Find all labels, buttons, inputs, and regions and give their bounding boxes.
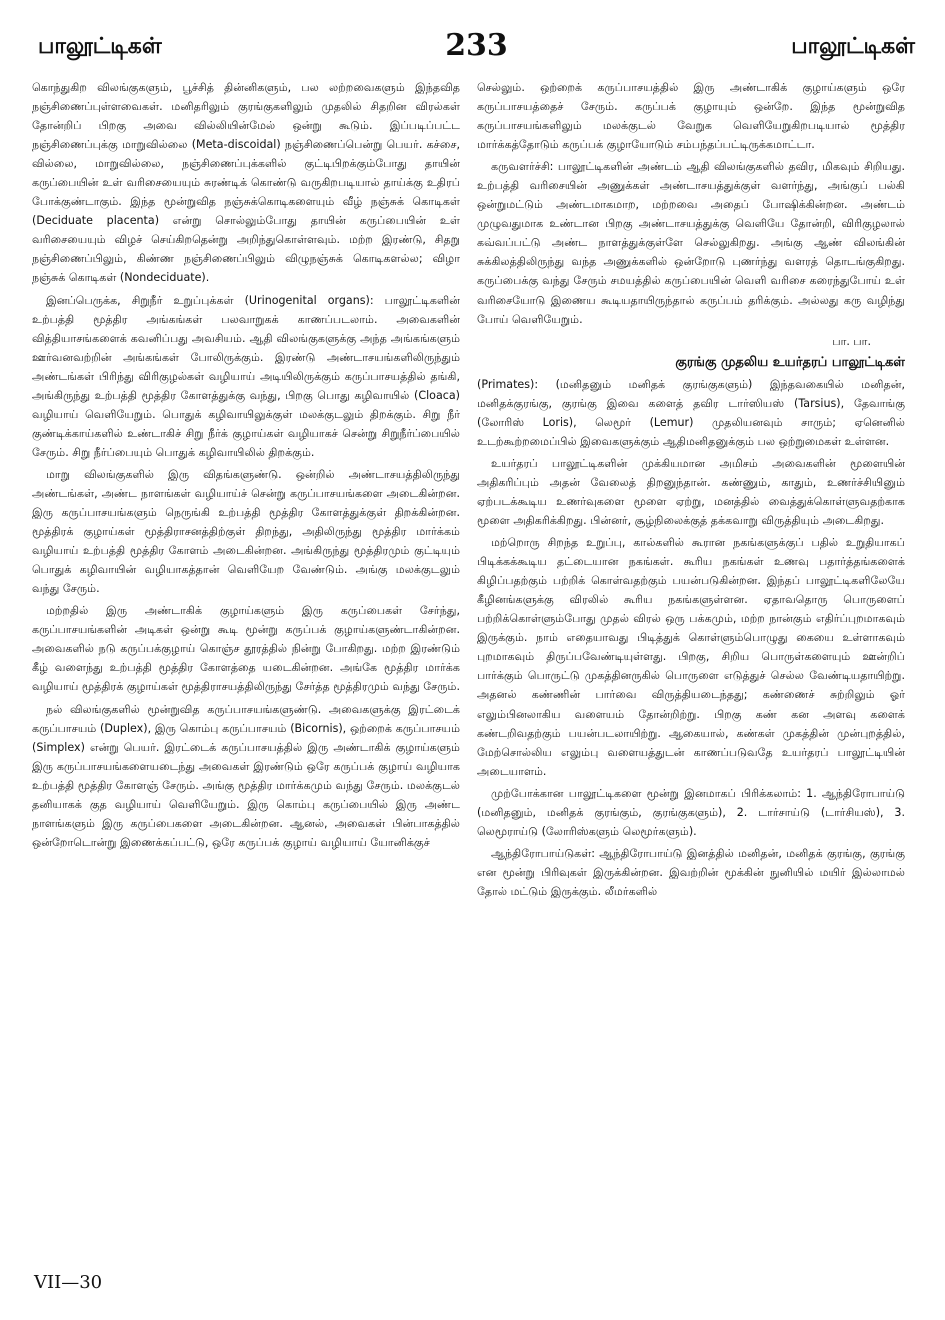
left-column: [32, 78, 460, 1273]
paragraph: செல்லும். ஒற்றைக் கருப்பாசயத்தில் இரு அண்டாகிக் குழாய்களும் ஒரே கருப்பாசயத்தைச் சேரும். கருப்பக் குழாயும் ஒன்றே. இந்த மூன்றுவித கருப்பாசயங்களிலும் மலக்குடல் வேறுக வெளியேறுகிறபடியால் மூத்திர மார்க்கத்தோடும் கருப்பக் குழாயோடும் சம்பந்தப்பட்டிருக்கமாட்டா.: [477, 81, 905, 152]
paragraph: உயர்தரப் பாலூட்டிகளின் முக்கியமான அமிசம் அவைகளின் மூளையின் அதிகரிப்பும் அதன் வேலைத் திறனுந்தான். கண்ணும், காதும், உணர்ச்சியினும் ஏற்படக்கூடிய உணர்வுகளை மூளை ஏற்று, மனத்தில் வைத்துக்கொள்ளுவதற்காக மூளை அதிகரிக்கிறது. பின்னர், சூழ்நிலைக்குத் தக்கவாறு விருத்தியும் அடைகிறது.: [477, 456, 905, 528]
paragraph: ஆந்திரோபாய்டுகள்: ஆந்திரோபாய்டு இனத்தில் மனிதன், மனிதக் குரங்கு, குரங்கு என மூன்று பிரிவுகள் இருக்கின்றன. இவற்றின் மூக்கின் நுனியில் மயிர் இல்லாமல் தோல் மட்டும் இருக்கும். லீமர்களில்: [477, 846, 905, 898]
paragraph: மாறு விலங்குகளில் இரு விதங்களுண்டு. ஒன்றில் அண்டாசயத்திலிருந்து அண்டங்கள், அண்ட நாளங்கள் வழியாய்ச் சென்று கருப்பாசயங்களை அடைகின்றன. இரு கருப்பாசயங்களும் நெருங்கி உற்பத்தி மூத்திர கோளத்துக்குள் திறக்கின்றன. மூத்திரக் குழாய்கள் மூத்திராசனத்திற்குள் திறந்து, அதிலிருந்து மூத்திர மார்க்கம் வழியாய் உற்பத்தி மூத்திர கோளம் அடைகின்றன. அங்கிருந்து மூத்திரமும் குட்டியும் பொதுக் கழிவாயின் வழியாகத்தான் வெளியேற வேண்டும். அங்கு மலக்குடலும் வந்து சேரும்.: [32, 467, 460, 596]
running-head-right: பாலூட்டிகள்: [791, 34, 915, 59]
paragraph: மற்றதில் இரு அண்டாகிக் குழாய்களும் இரு கருப்பைகள் சேர்ந்து, கருப்பாசயங்களின் அடிகள் ஒன்று கூடி மூன்று கருப்பக் குழாய்களுண்டாகின்றன. அவைகளில் நடு கருப்பக்குழாய் கொஞ்ச தூரத்தில் நின்று போகிறது. மற்ற இரண்டும் கீழ் வளைந்து உற்பத்தி மூத்திர கோளத்தை யடைகின்றன. அங்கே மூத்திர மார்க்க வழியாய் மூத்திரக் குழாய்கள் மூத்திராசயத்திலிருந்து சேர்த்த மூத்திரமும் வந்து சேரும்.: [32, 604, 460, 694]
section-heading: குரங்கு முதலிய உயர்தரப் பாலூட்டிகள்: [675, 354, 905, 370]
page-header: [38, 28, 915, 68]
paragraph: கொந்துகிற விலங்குகளும், பூச்சித் தின்னிகளும், பல லற்றவைகளும் இந்தவித நஞ்சிணைப்புள்ளவைகள். மனிதரிலும் குரங்குகளிலும் முதலில் சிதறின விரல்கள் தோன்றிப் பிறகு அவை வில்லியின்மேல் ஒன்று கூடும். இப்படிப்பட்ட நஞ்சிணைப்புக்கு மாறுவில்லை (Meta-discoidal) நஞ்சிணைப்பென்று பெயர். கச்சை, வில்லை, மாறுவில்லை, நஞ்சிணைப்புக்களில் குட்டிபிறக்கும்போது தாயின் கருப்பையின் உள் வரிசையையும் சுரண்டிக் கொண்டு வருகிறபடியால் தாய்க்கு உதிரப் போக்குண்டாகும். இந்த மூன்றுவித நஞ்சுக்கொடிகளையும் வீழ் நஞ்சுக் கொடிகள் (Deciduate placenta) என்று சொல்லும்போது தாயின் கருப்பையின் உள் வரிசையையும் விழச் செய்கிறதென்று அறிந்துகொள்ளவும். மற்ற இரண்டு, சிதறு நஞ்சிணைப்பிலும், கிண்ண நஞ்சிணைப்பிலும் விழுநஞ்சுக் கொடிகளல்ல; விழா நஞ்சுக் கொடிகள் (Nondeciduate).: [32, 81, 460, 285]
paragraph: (Primates): (மனிதனும் மனிதக் குரங்குகளும்) இந்தவகையில் மனிதன், மனிதக்குரங்கு, குரங்கு இவை களைத் தவிர டார்ஸியஸ் (Tarsius), தேவாங்கு (லோரிஸ் Loris), லெமூர் (Lemur) முதலியனவும் சாரும்; ஏனெனில் உடற்கூற்றமைப்பில் இவைகளுக்கும் ஆதிமனிதனுக்கும் பல ஒற்றுமைகள் உள்ளன.: [477, 377, 905, 448]
paragraph: இனப்பெருக்க, சிறுநீர் உறுப்புக்கள் (Urinogenital organs): பாலூட்டிகளின் உற்பத்தி மூத்திர அங்கங்கள் பலவாறுகக் காணப்படலாம். அவைகளின் வித்தியாசங்களைக் கவனிப்பது அவசியம். ஆதி விலங்குகளுக்கு அந்த அங்கங்களும் ஊர்வனவற்றின் அங்கங்கள் போலிருக்கும். இரண்டு அண்டாசயங்களிலிருந்தும் அண்டங்கள் பிரிந்து விரிகுழல்கள் வழியாய் அடியிலிருக்கும் கருப்பாசயத்தில் தங்கி, அங்கிருந்து உற்பத்தி மூத்திர கோளத்துக்கு வந்து, பிறகு பொது கழிவாயில் (Cloaca) வழியாய் வெளியேறும். பொதுக் கழிவாயிலுக்குள் மலக்குடலும் திறக்கும். சிறு நீர் குண்டிக்காய்களில் உண்டாகிச் சிறு நீர்க் குழாய்கள் வழியாகச் சென்று சிறுநீர்ப்பையில் சேரும். சிறு நீர்ப்பையும் பொதுக் கழிவாயிலில் திறக்கும்.: [32, 293, 460, 459]
right-column: [477, 78, 905, 1273]
page-number: 233: [445, 28, 508, 63]
running-head-left: பாலூட்டிகள்: [38, 34, 162, 59]
paragraph: மற்றொரு சிறந்த உறுப்பு, கால்களில் கூரான நகங்களுக்குப் பதில் உறுதியாகப் பிடிக்கக்கூடிய தட்டையான நகங்கள். கூரிய நகங்கள் உணவு பதார்த்தங்களைக் கிழிப்பதற்கும் பற்றிக் கொள்வதற்கும் பயன்படுகின்றன. இந்தப் பாலூட்டிகளிலேயே கீழினங்களுக்கு விரலில் கூரிய நகங்களுள்ளன. ஏதாவதொரு பொருளைப் பற்றிக்கொள்ளும்போது முதல் விரல் ஒரு பக்கமும், மற்ற நான்கும் எதிர்ப்புறமாகவும் இருக்கும். நாம் எதையாவது பிடித்துக் கொள்ளும்பொழுது கையை உள்ளாகவும் புறமாகவும் திருப்பவேண்டியுள்ளது. பிறகு, சிறிய பொருள்களையும் ஊன்றிப் பார்க்கும் பொருட்டு முகத்தினருகில் பொருளை எடுத்துச் செல்ல வேண்டியதாயிற்று. அதனல் கண்ணின் பார்வை விருத்தியடைந்தது; கண்ணைச் சுற்றிலும் ஓர் எலும்பினலாகிய வளையம் தோன்றிற்று. பிறகு கண் கன அளவு களைக் கண்டறிவதற்கும் பயன்படலாயிற்று. ஆகையால், கண்கள் முகத்தின் முன்புறத்தில், மேற்சொல்லிய எலும்பு வளையத்துடன் காணப்படுவதே உயர்தரப் பாலூட்டியின் அடையாளம்.: [477, 536, 905, 778]
paragraph: நல் விலங்குகளில் மூன்றுவித கருப்பாசயங்களுண்டு. அவைகளுக்கு இரட்டைக் கருப்பாசயம் (Duplex), இரு கொம்பு கருப்பாசயம் (Bicornis), ஒற்றைக் கருப்பாசயம் (Simplex) என்று பெயர். இரட்டைக் கருப்பாசயத்தில் இரு அண்டாகிக் குழாய்களும் இரு கருப்பாசயங்களையடைந்து அவைகள் இரண்டும் ஒரே கருப்பக் குழாய் வழியாக உற்பத்தி மூத்திர கோளஞ் சேரும். அங்கு மூத்திர மார்க்கமும் வந்து சேரும். மலக்குடல் தனியாகக் குத வழியாய் வெளியேறும். இரு கொம்பு கருப்பையில் இரு அண்ட நாளங்களும் இரு கருப்பைகளை அடைகின்றன. ஆனல், அவைகள் பின்பாகத்தில் ஒன்றோடொன்று இணைக்கப்பட்டு, ஒரே கருப்பக் குழாய் வழியாய் யோனிக்குச்: [32, 702, 460, 849]
paragraph: முற்போக்கான பாலூட்டிகளை மூன்று இனமாகப் பிரிக்கலாம்: 1. ஆந்திரோபாய்டு (மனிதனும், மனிதக் குரங்கும், குரங்குகளும்), 2. டார்சாய்டு (டார்சியஸ்), 3. லெமூராய்டு (லோரிஸ்களும் லெமூர்களும்).: [477, 786, 905, 838]
paragraph: கருவளர்ச்சி: பாலூட்டிகளின் அண்டம் ஆதி விலங்குகளில் தவிர, மிகவும் சிறியது. உற்பத்தி வரிசையின் அணுக்கள் அண்டாசயத்துக்குள் வளர்ந்து, அங்குப் பல்கி ஒன்றுமட்டும் அண்டமாகமாற, மற்றவை அதைப் போஷிக்கின்றன. அண்டம் முழுவதுமாக உண்டான பிறகு அண்டாசயத்துக்கு வெளியே தோன்றி, விரிகுழலால் கவ்வப்பட்டு அண்ட நாளத்துக்குள்ளே செல்லுகிறது. அங்கு ஆண் விலங்கின் சுக்கிலத்திலிருந்து வந்த அணுக்களில் ஒன்றோடு புணர்ந்து வளரத் தொடங்குகிறது. கருப்பைக்கு வந்து சேரும் சமயத்தில் கருப்பையின் வெளி வரிசை கரைந்துபோய் உள் வரிசையோடு இணைய கூடியதாயிருந்தால் கருப்பம் தரிக்கும். அல்லது கரு வழிந்து போய் வெளியேறும்.: [477, 160, 905, 326]
author-signature: பா. பா.: [832, 334, 871, 348]
volume-footer: VII—30: [34, 1272, 103, 1293]
